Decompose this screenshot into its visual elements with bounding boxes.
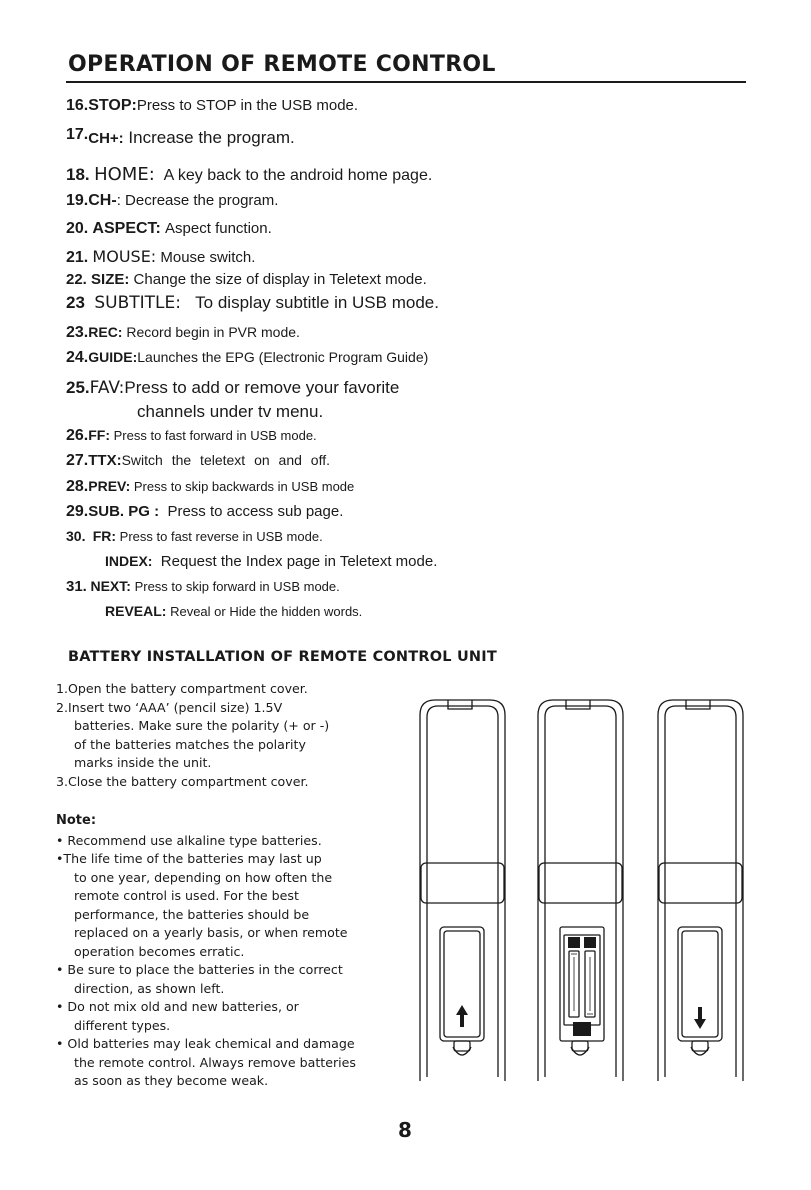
- item-index: [105, 553, 437, 570]
- item-home: [66, 164, 432, 185]
- item-key: 28.: [66, 478, 89, 495]
- note-line: • Old batteries may leak chemical and damage: [56, 1036, 355, 1051]
- item-key: 31.: [66, 578, 87, 595]
- item-key2: HOME:: [94, 164, 155, 185]
- step-line: 3.Close the battery compartment cover.: [56, 773, 309, 789]
- item-desc: Reveal or Hide the hidden words.: [170, 604, 363, 619]
- item-key: 26.: [66, 427, 89, 444]
- item-key: 27.: [66, 452, 89, 469]
- item-key2: FF:: [88, 427, 111, 443]
- item-desc: Press to fast forward in USB mode.: [113, 428, 317, 443]
- item-desc: Launches the EPG (Electronic Program Guide): [137, 349, 429, 365]
- item-ch-minus: [66, 192, 278, 210]
- item-aspect: [66, 220, 272, 238]
- item-key2: REC:: [88, 324, 123, 340]
- item-key: 18.: [66, 165, 90, 184]
- item-key2: SUB. PG :: [88, 503, 160, 520]
- item-fr: [66, 528, 323, 544]
- item-desc: Switch the teletext on and off.: [121, 452, 330, 468]
- item-mouse: [66, 247, 255, 267]
- battery-contacts: [568, 937, 596, 1036]
- item-stop: [66, 97, 358, 115]
- battery-notes: [56, 812, 396, 1091]
- item-key: REVEAL:: [105, 603, 167, 619]
- item-desc: A key back to the android home page.: [163, 167, 433, 184]
- step-line: marks inside the unit.: [74, 755, 212, 770]
- step-line: 1.Open the battery compartment cover.: [56, 681, 308, 696]
- note-line: direction, as shown left.: [74, 980, 225, 996]
- item-desc: Request the Index page in Teletext mode.: [160, 553, 438, 570]
- step-line: batteries. Make sure the polarity (+ or -): [74, 718, 330, 733]
- item-subtitle: [66, 293, 439, 313]
- title-divider: [66, 81, 746, 83]
- item-key: 22. SIZE:: [66, 271, 130, 288]
- item-next: [66, 578, 340, 595]
- item-key: 24.: [66, 349, 89, 366]
- page-number: 8: [398, 1118, 412, 1142]
- note-line: the remote control. Always remove batteries: [74, 1054, 356, 1070]
- item-desc: Change the size of display in Teletext mode.: [133, 271, 427, 288]
- note-line: • Recommend use alkaline type batteries.: [56, 832, 322, 848]
- note-line: to one year, depending on how often the: [74, 869, 333, 885]
- item-key2: CH+:: [88, 130, 124, 147]
- battery-icon: [571, 954, 593, 1014]
- note-line: operation becomes erratic.: [74, 943, 245, 959]
- item-key: 25.: [66, 378, 90, 397]
- item-desc: To display subtitle in USB mode.: [195, 293, 439, 312]
- item-sub-pg: [66, 503, 343, 521]
- item-key: 30.: [66, 528, 86, 544]
- item-key: 23: [66, 293, 85, 312]
- arrow-down-icon: [694, 1007, 706, 1029]
- item-desc: Press to add or remove your favorite: [124, 378, 400, 397]
- item-key: 20.: [66, 220, 89, 237]
- battery-section-title: BATTERY INSTALLATION OF REMOTE CONTROL UNIT: [68, 649, 497, 665]
- battery-installation-illustration: [410, 695, 780, 1095]
- note-line: different types.: [74, 1017, 171, 1033]
- item-key: 16.STOP:: [66, 97, 137, 114]
- item-key: 21.: [66, 249, 89, 266]
- battery-steps: [56, 680, 396, 791]
- item-desc: Press to STOP in the USB mode.: [136, 97, 359, 114]
- item-key2: GUIDE:: [88, 349, 138, 365]
- item-key2: MOUSE:: [92, 247, 157, 266]
- item-rec: [66, 324, 300, 342]
- item-size: [66, 271, 427, 288]
- item-guide: [66, 349, 428, 367]
- note-line: replaced on a yearly basis, or when remote: [74, 925, 348, 940]
- item-desc: : Decrease the program.: [116, 192, 279, 209]
- item-key2: PREV:: [88, 478, 131, 494]
- item-ttx: [66, 452, 330, 470]
- item-fav-continued: channels under tv menu.: [137, 402, 324, 421]
- note-title: Note:: [56, 813, 97, 828]
- item-ch-plus: [66, 126, 295, 148]
- note-line: •The life time of the batteries may last up: [56, 851, 322, 866]
- item-key: 29.: [66, 503, 89, 520]
- item-key: 23.: [66, 324, 89, 341]
- item-desc: Press to fast reverse in USB mode.: [119, 529, 323, 544]
- item-key2: SUBTITLE:: [94, 293, 181, 313]
- step-line: of the batteries matches the polarity: [74, 736, 306, 752]
- step-line: 2.Insert two ‘AAA’ (pencil size) 1.5V: [56, 699, 283, 715]
- item-key2: FR:: [92, 528, 117, 544]
- item-key: INDEX:: [105, 553, 153, 569]
- item-prev: [66, 478, 354, 496]
- item-reveal: [105, 603, 362, 619]
- item-key2: FAV:: [89, 378, 125, 398]
- item-desc: Increase the program.: [128, 128, 295, 147]
- arrow-up-icon: [456, 1005, 468, 1027]
- item-ff: [66, 427, 317, 445]
- note-line: • Do not mix old and new batteries, or: [56, 999, 299, 1014]
- item-desc: Aspect function.: [165, 220, 272, 237]
- item-fav: [66, 378, 399, 398]
- note-line: remote control is used. For the best: [74, 888, 299, 903]
- item-desc: Record begin in PVR mode.: [126, 324, 300, 340]
- item-desc: Mouse switch.: [160, 249, 256, 266]
- item-key2: CH-: [88, 192, 117, 209]
- item-key: 17.: [66, 126, 89, 143]
- item-desc: Press to skip backwards in USB mode: [133, 479, 355, 494]
- note-line: as soon as they become weak.: [74, 1073, 269, 1088]
- note-line: • Be sure to place the batteries in the correct: [56, 962, 343, 977]
- item-key: 19.: [66, 192, 89, 209]
- note-line: performance, the batteries should be: [74, 906, 310, 922]
- page-title: OPERATION OF REMOTE CONTROL: [68, 52, 496, 77]
- item-key2: NEXT:: [90, 578, 131, 594]
- item-key2: ASPECT:: [92, 220, 161, 237]
- item-desc: Press to access sub page.: [167, 503, 344, 520]
- item-desc: Press to skip forward in USB mode.: [134, 579, 340, 594]
- item-key2: TTX:: [88, 452, 122, 469]
